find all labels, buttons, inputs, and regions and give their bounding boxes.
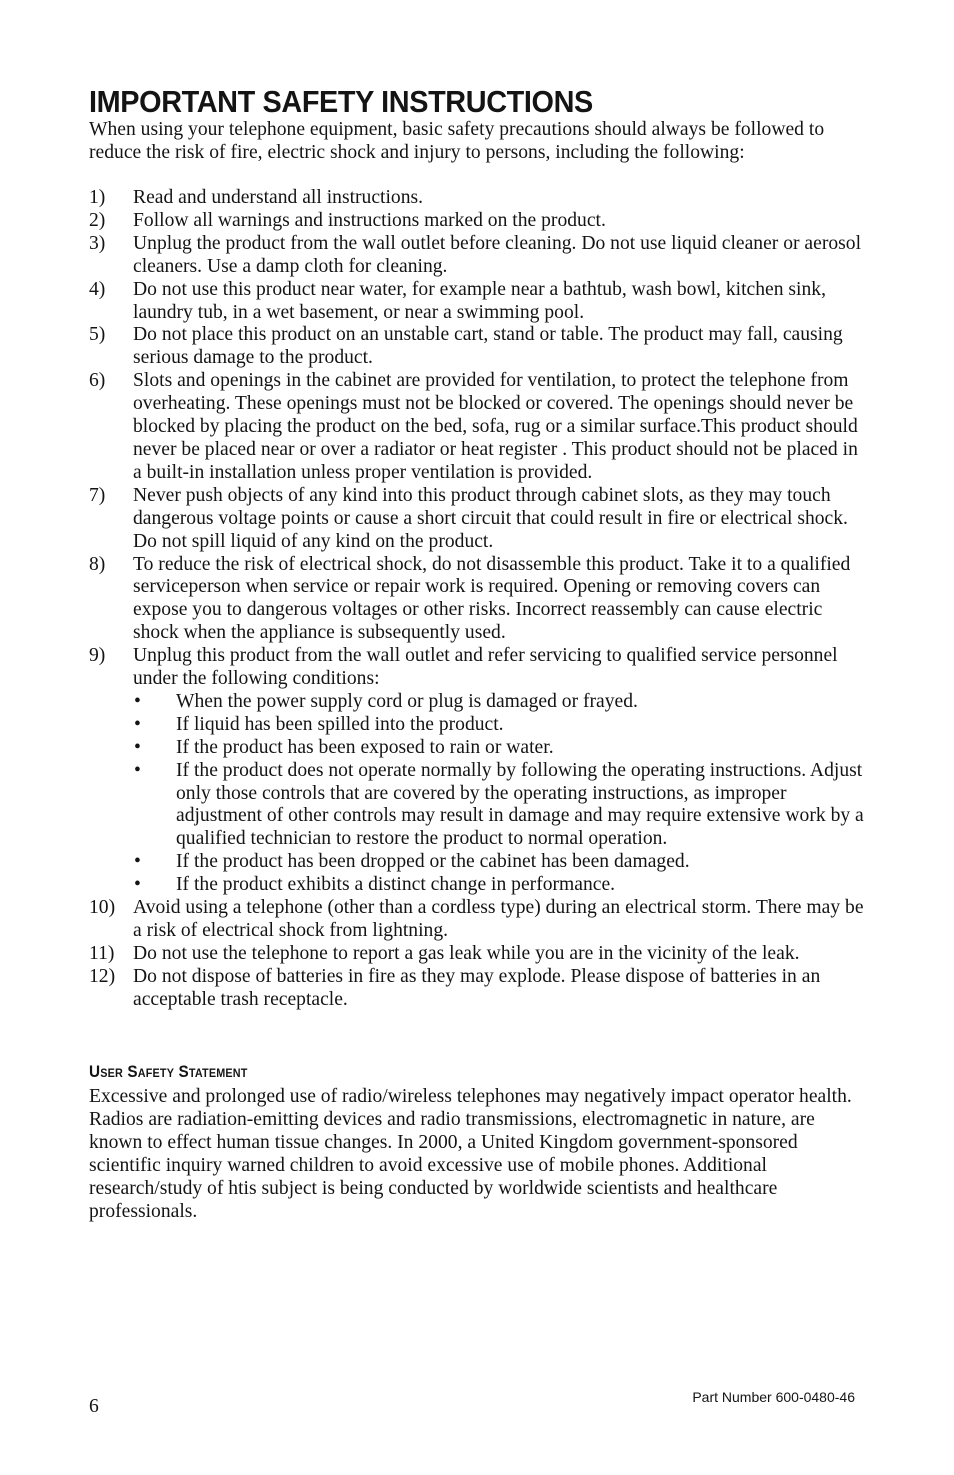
item-text: Avoid using a telephone (other than a cordless type) during an electrical storm. There may be a risk of electrical shock from lightning.	[133, 897, 864, 941]
item-text: Do not use the telephone to report a gas leak while you are in the vicinity of the leak.	[133, 942, 800, 964]
item-text: Do not dispose of batteries in fire as they may explode. Please dispose of batteries in an acceptable trash receptacle.	[133, 965, 821, 1010]
list-item	[89, 370, 864, 485]
item-number: 6)	[89, 370, 106, 392]
bullet-icon: •	[134, 736, 141, 758]
condition-item	[133, 691, 864, 714]
page-title: IMPORTANT SAFETY INSTRUCTIONS	[89, 84, 593, 119]
item-number: 11)	[89, 942, 115, 964]
item-number: 8)	[89, 553, 106, 575]
item-text: Read and understand all instructions.	[133, 187, 424, 208]
item-number: 5)	[89, 324, 106, 346]
list-item	[89, 233, 864, 279]
list-item	[89, 966, 864, 1012]
condition-text: If the product has been exposed to rain or water.	[176, 736, 554, 758]
item-number: 10)	[89, 897, 116, 919]
bullet-icon: •	[134, 851, 141, 873]
condition-item	[133, 737, 864, 760]
item-number: 3)	[89, 232, 106, 254]
condition-text: If the product has been dropped or the cabinet has been damaged.	[176, 851, 690, 873]
list-item	[89, 187, 864, 210]
condition-text: When the power supply cord or plug is damaged or frayed.	[176, 690, 638, 712]
list-item	[89, 210, 864, 233]
item-text: Unplug the product from the wall outlet before cleaning. Do not use liquid cleaner or aerosol cleaners. Use a damp cloth for cleaning.	[133, 232, 862, 277]
page-number: 6	[89, 1396, 99, 1417]
condition-item	[133, 851, 864, 874]
item-number: 2)	[89, 209, 106, 231]
item-text: Unplug this product from the wall outlet and refer servicing to qualified service personnel under the following conditions:	[133, 645, 838, 690]
item-text: Never push objects of any kind into this product through cabinet slots, as they may touch dangerous voltage points or cause a short circuit that could result in fire or electrical shock. Do not spill liquid of any kind on the product.	[133, 484, 848, 552]
item-text: To reduce the risk of electrical shock, do not disassemble this product. Take it to a qualified serviceperson when service or repair work is required. Opening or removing covers can expose you to dangerous voltages or other risks. Incorrect reassembly can cause electric shock when the appliance is subsequently used.	[133, 553, 851, 644]
item-number: 9)	[89, 645, 106, 667]
item-body	[133, 645, 864, 897]
condition-item	[133, 874, 864, 897]
bullet-icon: •	[134, 874, 141, 896]
condition-text: If the product does not operate normally by following the operating instructions. Adjust only those controls that are covered by the operating instructions, as improper adjustment of other controls may result in damage and may require extensive work by a qualified technician to restore the product to normal operation.	[176, 759, 864, 850]
bullet-icon: •	[134, 713, 141, 735]
list-item	[89, 324, 864, 370]
condition-text: If the product exhibits a distinct change in performance.	[176, 874, 616, 896]
section-heading: User Safety Statement	[89, 1062, 248, 1081]
item-text: Slots and openings in the cabinet are provided for ventilation, to protect the telephone from overheating. These openings must not be blocked or covered. The openings should never be blocked by placing the product on the bed, sofa, rug or a similar surface.This product should never be placed near or over a radiator or heat register . This product should not be placed in a built-in installation unless proper ventilation is provided.	[133, 370, 858, 483]
list-item	[89, 897, 864, 943]
conditions-list	[133, 691, 864, 897]
list-item	[89, 279, 864, 325]
bullet-icon: •	[134, 690, 141, 712]
list-item	[89, 645, 864, 897]
list-item	[89, 943, 864, 966]
item-number: 4)	[89, 278, 106, 300]
item-text: Do not place this product on an unstable cart, stand or table. The product may fall, causing serious damage to the product.	[133, 324, 843, 369]
list-item	[89, 485, 864, 554]
item-number: 7)	[89, 484, 106, 506]
safety-instructions-list	[89, 187, 864, 1012]
intro-paragraph: When using your telephone equipment, basic safety precautions should always be followed to reduce the risk of fire, electric shock and injury to persons, including the following:	[89, 119, 825, 163]
item-text: Do not use this product near water, for example near a bathtub, wash bowl, kitchen sink, laundry tub, in a wet basement, or near a swimming pool.	[133, 278, 826, 323]
item-number: 1)	[89, 187, 106, 208]
condition-item	[133, 760, 864, 852]
part-number: Part Number 600-0480-46	[692, 1389, 855, 1405]
item-number: 12)	[89, 965, 116, 987]
item-text: Follow all warnings and instructions marked on the product.	[133, 209, 606, 231]
list-item	[89, 554, 864, 646]
bullet-icon: •	[134, 759, 141, 781]
condition-item	[133, 714, 864, 737]
statement-paragraph: Excessive and prolonged use of radio/wireless telephones may negatively impact operator health. Radios are radiation-emitting devices and radio transmissions, electromagnetic in nature, are known to effect human tissue changes. In 2000, a United Kingdom government-sponsored scientific inquiry warned children to avoid excessive use of mobile phones. Additional research/study of htis subject is being conducted by worldwide scientists and healthcare professionals.	[89, 1086, 852, 1222]
condition-text: If liquid has been spilled into the product.	[176, 713, 504, 735]
